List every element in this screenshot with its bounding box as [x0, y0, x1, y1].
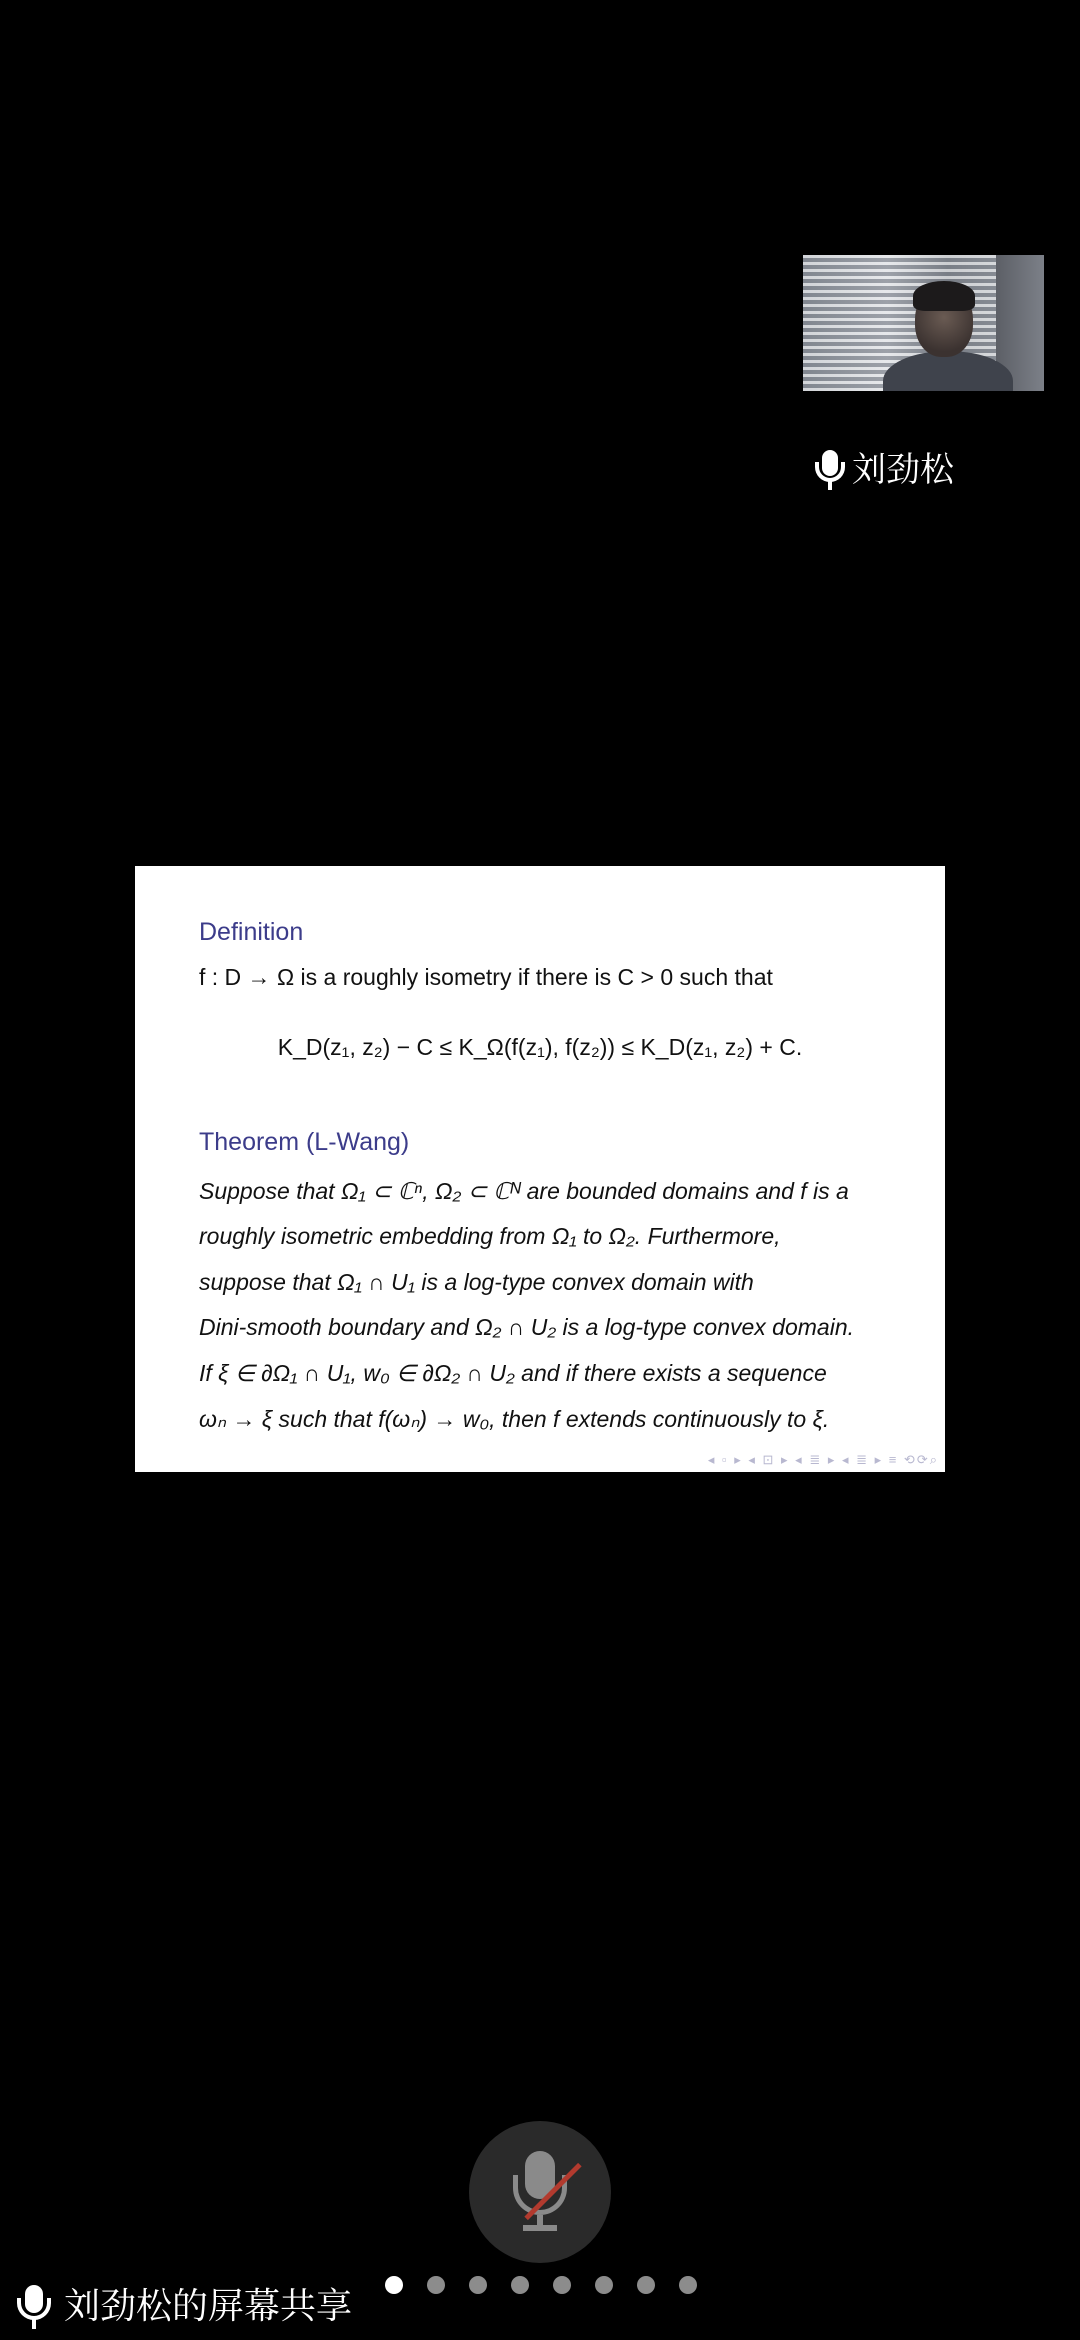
theorem-line: Suppose that Ω₁ ⊂ ℂⁿ, Ω₂ ⊂ ℂᴺ are bounded domains and f is a [199, 1178, 849, 1204]
theorem-line: Dini-smooth boundary and Ω₂ ∩ U₂ is a log-type convex domain. [199, 1314, 854, 1340]
page-dot[interactable] [595, 2276, 613, 2294]
page-dot[interactable] [427, 2276, 445, 2294]
theorem-line: suppose that Ω₁ ∩ U₁ is a log-type convex domain with [199, 1269, 754, 1295]
page-indicator[interactable] [385, 2276, 697, 2294]
beamer-navigation-symbols: ◂ ▫ ▸ ◂ ⊡ ▸ ◂ ≣ ▸ ◂ ≣ ▸ ≡ ⟲⟳⌕ [707, 1452, 939, 1467]
page-dot[interactable] [469, 2276, 487, 2294]
theorem-line: roughly isometric embedding from Ω₁ to Ω₂. Furthermore, [199, 1223, 781, 1249]
theorem-line: If ξ ∈ ∂Ω₁ ∩ U₁, w₀ ∈ ∂Ω₂ ∩ U₂ and if there exists a sequence [199, 1360, 827, 1386]
page-dot[interactable] [679, 2276, 697, 2294]
screen-share-label [14, 2282, 352, 2332]
microphone-icon [812, 448, 848, 492]
page-dot[interactable] [385, 2276, 403, 2294]
definition-equation: K_D(z₁, z₂) − C ≤ K_Ω(f(z₁), f(z₂)) ≤ K_D(z₁, z₂) + C. [277, 1034, 803, 1060]
participant-video-thumbnail[interactable] [803, 255, 1044, 391]
theorem-line: ωₙ → ξ such that f(ωₙ) → w₀, then f extends continuously to ξ. [199, 1406, 830, 1432]
page-dot[interactable] [637, 2276, 655, 2294]
microphone-muted-icon [509, 2151, 571, 2233]
definition-text: f : D → Ω is a roughly isometry if there is C > 0 such that [199, 964, 773, 990]
speaker-label [812, 445, 954, 495]
definition-title: Definition [199, 918, 304, 946]
microphone-icon [14, 2283, 54, 2331]
mute-toggle-button[interactable] [469, 2121, 611, 2263]
page-dot[interactable] [511, 2276, 529, 2294]
screen-share-title: 刘劲松的屏幕共享 [64, 2286, 353, 2327]
page-dot[interactable] [553, 2276, 571, 2294]
participant-hair [913, 281, 975, 311]
speaker-name: 刘劲松 [852, 450, 954, 490]
theorem-title: Theorem (L-Wang) [199, 1128, 410, 1156]
shared-screen-slide [135, 866, 945, 1472]
